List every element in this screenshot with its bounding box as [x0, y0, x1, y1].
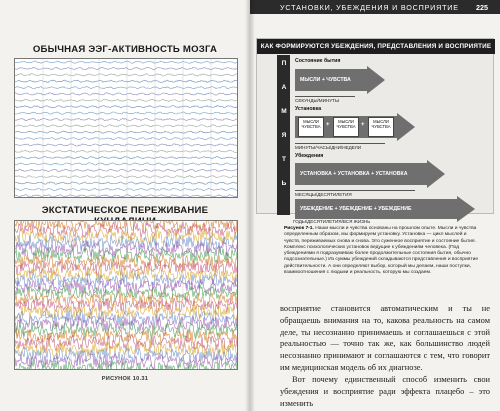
attitude-pill: МЫСЛИ ЧУВСТВА: [298, 117, 324, 137]
normal-eeg-trace: [14, 58, 238, 198]
eeg-channel-trace: [15, 74, 238, 76]
row-attitude-label: Установка: [295, 106, 322, 112]
eeg-channel-trace: [15, 188, 238, 191]
kundalini-eeg-title: ЭКСТАТИЧЕСКОЕ ПЕРЕЖИВАНИЕ: [41, 205, 209, 216]
eeg-channel-trace: [15, 163, 238, 166]
attitude-pill: МЫСЛИ ЧУВСТВА: [333, 117, 359, 137]
eeg-channel-trace: [15, 137, 238, 140]
row-state-of-being-time: СЕКУНДЫ/МИНУТЫ: [295, 98, 340, 103]
normal-eeg-waveforms: [15, 59, 238, 198]
eeg-channel-trace: [15, 99, 238, 101]
eeg-channel-trace: [15, 150, 238, 152]
row-divider: [295, 96, 355, 97]
eeg-channel-trace: [15, 125, 238, 127]
plus-sign: +: [361, 122, 365, 128]
memory-letter: Ь: [281, 180, 287, 187]
row-perception-time: ГОДЫ/ДЕСЯТИЛЕТИЯ/ВСЯ ЖИЗНЬ: [293, 219, 371, 224]
eeg-channel-trace: [15, 156, 238, 158]
kundalini-eeg-trace: [14, 220, 238, 370]
plus-sign: +: [326, 122, 330, 128]
row-divider: [295, 190, 415, 191]
eeg-channel-trace: [15, 131, 238, 133]
eeg-channel-trace: [15, 80, 238, 83]
memory-letter: А: [281, 84, 287, 91]
figure-caption: [284, 226, 480, 276]
memory-letter: М: [281, 108, 287, 115]
body-paragraph: восприятие становится автоматическим и ты не обращаешь внимания на то, какова реальность на самом деле, ты несознанно принимаешь и соглашаешься с этой реальностью — точно так же, как большинство людей несознанно принимают и соглашаются с тем, что говорит им медицинская модель об их диагнозе.: [280, 304, 490, 372]
attitude-pill: МЫСЛИ ЧУВСТВА: [368, 117, 394, 137]
body-paragraph-2: Вот почему единственный способ изменить свои убеждения и восприятие ради эффекта плацебо – это изменить: [280, 375, 490, 408]
eeg-channel-trace: [15, 93, 238, 95]
belief-figure-title: КАК ФОРМИРУЮТСЯ УБЕЖДЕНИЯ, ПРЕДСТАВЛЕНИЯ И ВОСПРИЯТИЕ: [257, 39, 495, 54]
eeg-channel-trace: [15, 144, 238, 146]
caption-lead: Рисунок 7-1.: [284, 226, 314, 231]
row-divider: [295, 143, 385, 144]
eeg-channel-trace: [15, 169, 238, 171]
left-figure-label: РИСУНОК 10.31: [101, 376, 149, 382]
eeg-channel-trace: [15, 182, 238, 184]
running-head: УСТАНОВКИ, УБЕЖДЕНИЯ И ВОСПРИЯТИЕ: [280, 3, 459, 12]
eeg-channel-trace: [15, 195, 238, 198]
kundalini-eeg-waveforms: [15, 221, 238, 370]
eeg-channel-trace: [15, 61, 238, 63]
eeg-channel-trace: [15, 316, 238, 332]
row-attitude-time: МИНУТЫ/ЧАСЫ/ДНИ/НЕДЕЛИ: [295, 145, 362, 150]
caption-text: Наши мысли и чувства основаны на прошлом опыте. Мысли и чувства определенным образом, мы формируем установку. Установка — цикл мыслей и чувств, переживаемых снова и снова. Это суженное восприятие и состояние бытия. Комплекс психологических установок ведущие к убеждениям человека. (Под убеждениями я подразумеваю более продолжительные состояния бытия, обычно подсознательные.) Из суммы убеждений складываются представления и восприятие действительности. А они определяют выбор, который мы делаем, наши поступки, взаимоотношения с людьми и реальность, которую мы создаем.: [284, 226, 479, 276]
eeg-channel-trace: [15, 112, 238, 114]
row-beliefs-label: Убеждения: [295, 153, 324, 159]
book-gutter: [245, 0, 255, 411]
eeg-channel-trace: [15, 106, 238, 109]
memory-letter: Т: [282, 156, 286, 163]
eeg-channel-trace: [15, 176, 238, 178]
eeg-channel-trace: [15, 67, 238, 69]
row-state-of-being-arrow-text: МЫСЛИ + ЧУВСТВА: [300, 77, 351, 83]
row-state-of-being-label: Состояние бытия: [295, 58, 341, 64]
running-head-band: [250, 0, 500, 14]
eeg-channel-trace: [15, 118, 238, 121]
row-beliefs-arrow-text: УСТАНОВКА + УСТАНОВКА + УСТАНОВКА: [300, 171, 408, 177]
normal-eeg-title: ОБЫЧНАЯ ЭЭГ-АКТИВНОСТЬ МОЗГА: [32, 44, 218, 55]
eeg-channel-trace: [15, 86, 238, 89]
row-beliefs-time: МЕСЯЦЫ/ДЕСЯТИЛЕТИЯ: [295, 192, 352, 197]
memory-letter: Я: [281, 132, 287, 139]
page-number: 225: [476, 3, 488, 12]
memory-letter: П: [281, 60, 287, 67]
row-perception-arrow-text: УБЕЖДЕНИЕ + УБЕЖДЕНИЕ + УБЕЖДЕНИЕ: [300, 206, 412, 212]
